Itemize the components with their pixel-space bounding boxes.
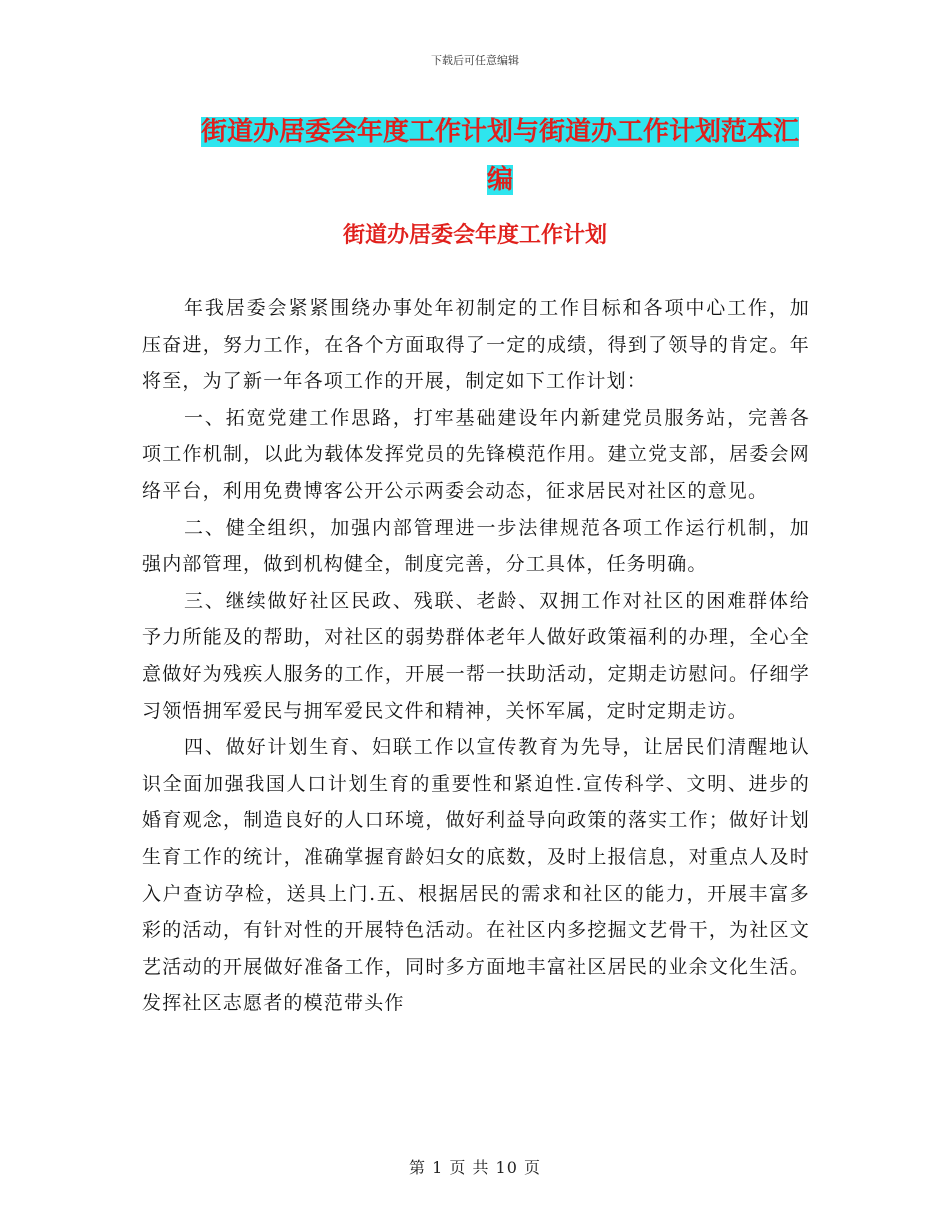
header-note: 下载后可任意编辑 bbox=[431, 54, 519, 67]
paragraph-intro: 年我居委会紧紧围绕办事处年初制定的工作目标和各项中心工作，加压奋进，努力工作，在各个方面取得了一定的成绩，得到了领导的肯定。年将至，为了新一年各项工作的开展，制定如下工作计划： bbox=[142, 297, 810, 393]
section-title: 街道办居委会年度工作计划 bbox=[342, 222, 607, 248]
paragraph-item-3: 三、继续做好社区民政、残联、老龄、双拥工作对社区的困难群体给予力所能及的帮助，对社区的弱势群体老年人做好政策福利的办理，全心全意做好为残疾人服务的工作，开展一帮一扶助活动，定期走访慰问。仔细学习领悟拥军爱民与拥军爱民文件和精神，关怀军属，定时定期走访。 bbox=[142, 589, 810, 722]
document-title bbox=[180, 108, 820, 204]
paragraph-item-2: 二、健全组织，加强内部管理进一步法律规范各项工作运行机制，加强内部管理，做到机构健全，制度完善，分工具体，任务明确。 bbox=[142, 516, 810, 576]
paragraph-item-4: 四、做好计划生育、妇联工作以宣传教育为先导，让居民们清醒地认识全面加强我国人口计划生育的重要性和紧迫性.宣传科学、文明、进步的婚育观念，制造良好的人口环境，做好利益导向政策的落实工作；做好计划生育工作的统计，准确掌握育龄妇女的底数，及时上报信息，对重点人及时入户查访孕检，送具上门.五、根据居民的需求和社区的能力，开展丰富多彩的活动，有针对性的开展特色活动。在社区内多挖掘文艺骨干，为社区文艺活动的开展做好准备工作，同时多方面地丰富社区居民的业余文化生活。发挥社区志愿者的模范带头作 bbox=[142, 736, 810, 1015]
document-body bbox=[142, 290, 810, 1022]
paragraph-item-1: 一、拓宽党建工作思路，打牢基础建设年内新建党员服务站，完善各项工作机制，以此为载体发挥党员的先锋模范作用。建立党支部，居委会网络平台，利用免费博客公开公示两委会动态，征求居民对社区的意见。 bbox=[142, 406, 810, 502]
document-title-line-2: 编 bbox=[486, 165, 513, 195]
document-title-line-1: 街道办居委会年度工作计划与街道办工作计划范本汇 bbox=[200, 117, 799, 147]
page-footer: 第 1 页 共 10 页 bbox=[409, 1158, 541, 1177]
